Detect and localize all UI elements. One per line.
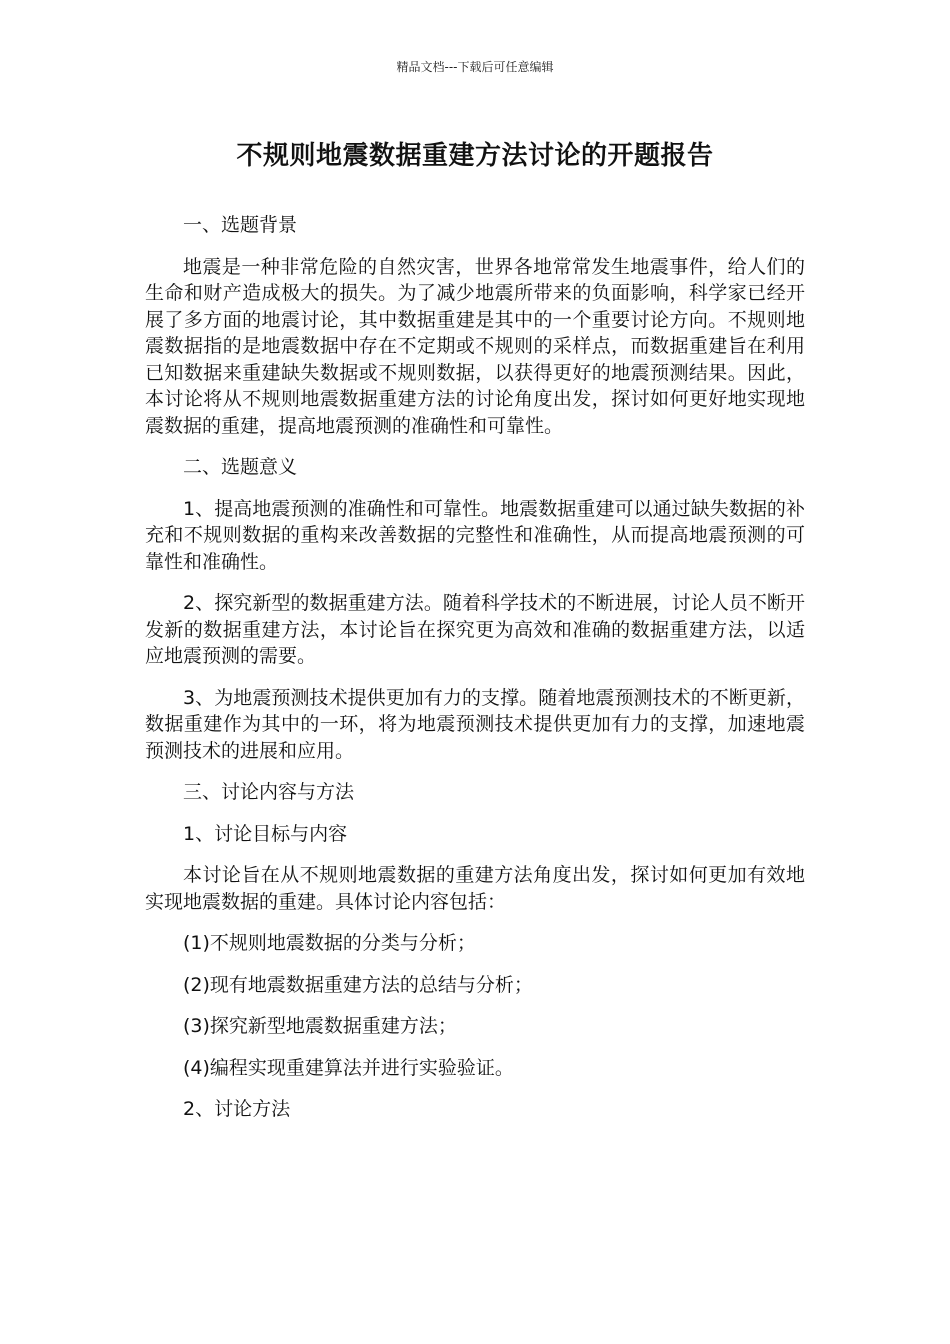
- subheading-goals-content: 1、讨论目标与内容: [183, 822, 348, 845]
- list-item: (2)现有地震数据重建方法的总结与分析；: [183, 973, 533, 996]
- document-body: [145, 212, 805, 1138]
- header-note: 精品文档---下载后可任意编辑: [396, 60, 554, 74]
- list-item: (3)探究新型地震数据重建方法；: [183, 1015, 457, 1037]
- subheading-method: 2、讨论方法: [183, 1098, 291, 1120]
- list-item: (4)编程实现重建算法并进行实验验证。: [183, 1056, 514, 1079]
- section-heading-content-method: 三、讨论内容与方法: [183, 781, 355, 803]
- paragraph-significance-1: 1、提高地震预测的准确性和可靠性。地震数据重建可以通过缺失数据的补充和不规则数据的重构来改善数据的完整性和准确性，从而提高地震预测的可靠性和准确性。: [145, 497, 805, 573]
- list-item: (1)不规则地震数据的分类与分析；: [183, 932, 476, 954]
- paragraph-significance-2: 2、探究新型的数据重建方法。随着科学技术的不断进展，讨论人员不断开发新的数据重建方法，本讨论旨在探究更为高效和准确的数据重建方法，以适应地震预测的需要。: [145, 592, 805, 667]
- section-heading-significance: 二、选题意义: [183, 456, 298, 478]
- document-title: 不规则地震数据重建方法讨论的开题报告: [236, 141, 714, 171]
- paragraph-goals-content: 本讨论旨在从不规则地震数据的重建方法角度出发，探讨如何更加有效地实现地震数据的重建。具体讨论内容包括：: [145, 864, 805, 913]
- paragraph-background: 地震是一种非常危险的自然灾害，世界各地常常发生地震事件，给人们的生命和财产造成极大的损失。为了减少地震所带来的负面影响，科学家已经开展了多方面的地震讨论，其中数据重建是其中的一个重要讨论方向。不规则地震数据指的是地震数据中存在不定期或不规则的采样点，而数据重建旨在利用已知数据来重建缺失数据或不规则数据，以获得更好的地震预测结果。因此，本讨论将从不规则地震数据重建方法的讨论角度出发，探讨如何更好地实现地震数据的重建，提高地震预测的准确性和可靠性。: [145, 255, 805, 437]
- paragraph-significance-3: 3、为地震预测技术提供更加有力的支撑。随着地震预测技术的不断更新，数据重建作为其中的一环，将为地震预测技术提供更加有力的支撑，加速地震预测技术的进展和应用。: [145, 686, 805, 762]
- section-heading-background: 一、选题背景: [183, 214, 298, 236]
